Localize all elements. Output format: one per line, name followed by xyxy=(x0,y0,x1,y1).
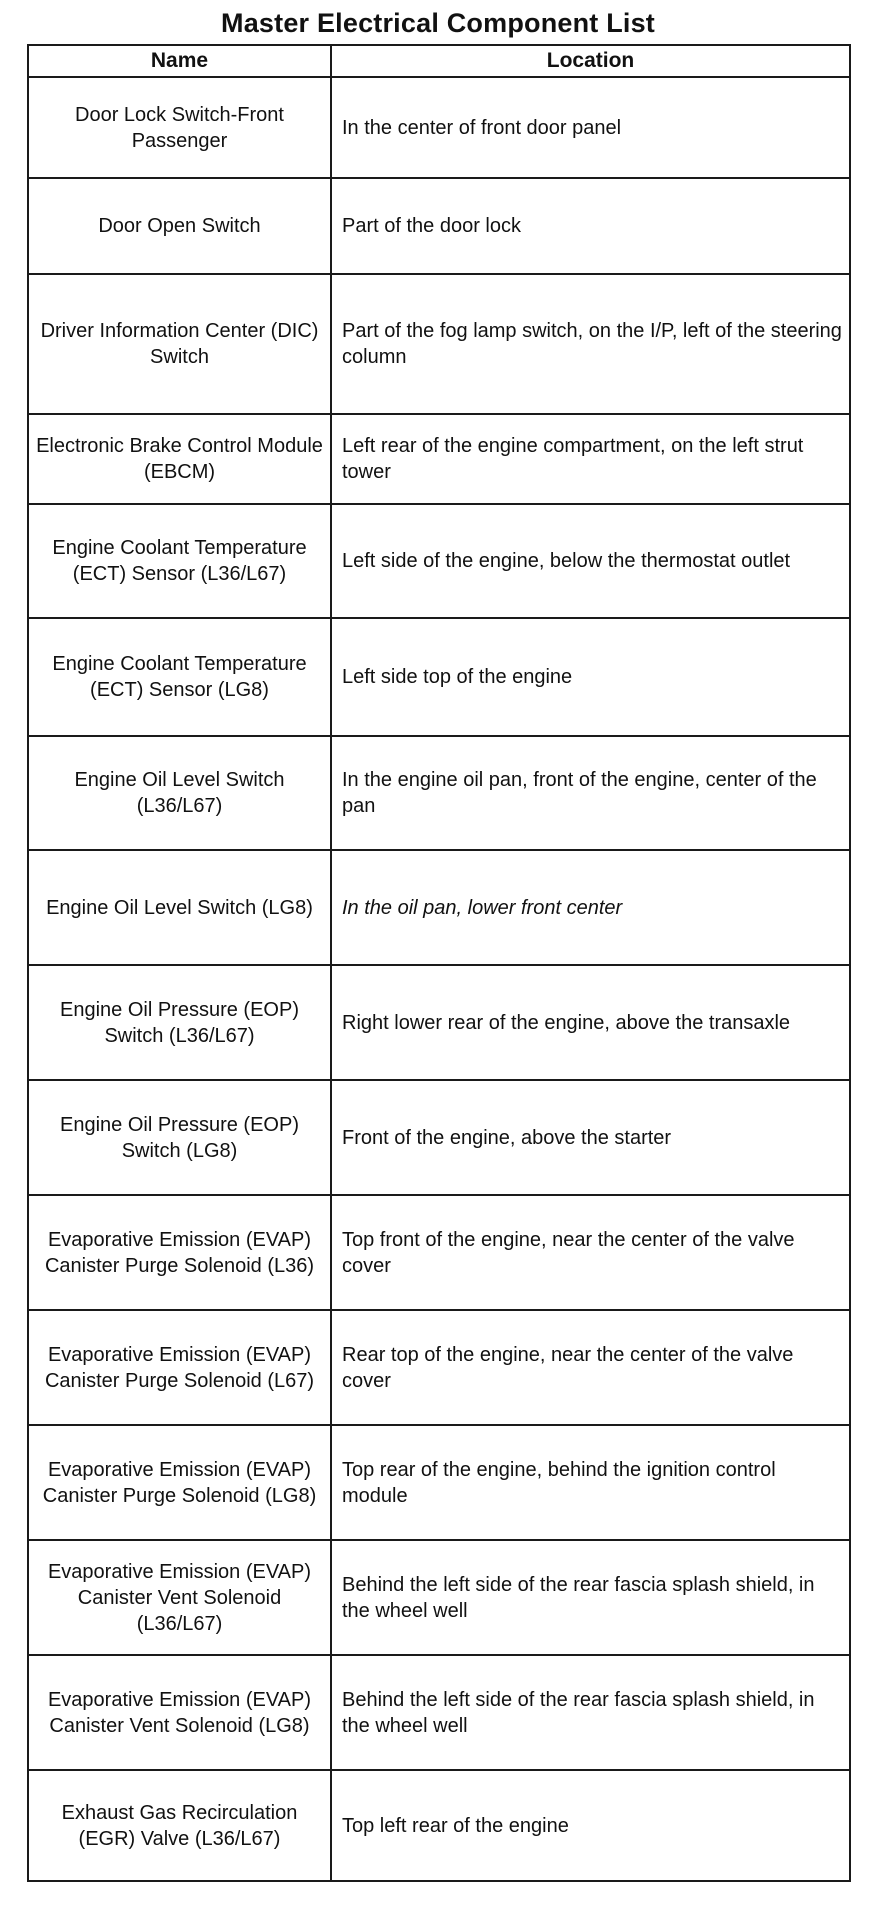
table-header-row xyxy=(28,45,850,77)
component-location: Front of the engine, above the starter xyxy=(331,1080,850,1195)
component-name: Engine Coolant Temperature (ECT) Sensor (LG8) xyxy=(28,618,331,736)
component-location: Left side top of the engine xyxy=(331,618,850,736)
component-location: Behind the left side of the rear fascia splash shield, in the wheel well xyxy=(331,1540,850,1655)
table-row xyxy=(28,850,850,965)
table-row xyxy=(28,1310,850,1425)
component-name: Evaporative Emission (EVAP) Canister Vent Solenoid (L36/L67) xyxy=(28,1540,331,1655)
component-name: Door Lock Switch-Front Passenger xyxy=(28,77,331,178)
table-row xyxy=(28,736,850,850)
table-row xyxy=(28,504,850,618)
table-row xyxy=(28,414,850,504)
component-table xyxy=(27,44,851,1882)
table-row xyxy=(28,178,850,274)
component-name: Evaporative Emission (EVAP) Canister Purge Solenoid (LG8) xyxy=(28,1425,331,1540)
component-location: Left side of the engine, below the thermostat outlet xyxy=(331,504,850,618)
component-name: Evaporative Emission (EVAP) Canister Purge Solenoid (L67) xyxy=(28,1310,331,1425)
column-header-name: Name xyxy=(28,45,331,77)
component-location: Top front of the engine, near the center of the valve cover xyxy=(331,1195,850,1310)
table-row xyxy=(28,965,850,1080)
component-name: Door Open Switch xyxy=(28,178,331,274)
component-name: Engine Oil Level Switch (LG8) xyxy=(28,850,331,965)
component-location: Rear top of the engine, near the center of the valve cover xyxy=(331,1310,850,1425)
component-name: Engine Oil Pressure (EOP) Switch (LG8) xyxy=(28,1080,331,1195)
component-location: In the center of front door panel xyxy=(331,77,850,178)
table-row xyxy=(28,77,850,178)
component-location: Part of the door lock xyxy=(331,178,850,274)
component-name: Driver Information Center (DIC) Switch xyxy=(28,274,331,414)
table-row xyxy=(28,1540,850,1655)
table-row xyxy=(28,1655,850,1770)
component-location: In the oil pan, lower front center xyxy=(331,850,850,965)
component-name: Evaporative Emission (EVAP) Canister Vent Solenoid (LG8) xyxy=(28,1655,331,1770)
component-location: Part of the fog lamp switch, on the I/P, left of the steering column xyxy=(331,274,850,414)
component-location: Top rear of the engine, behind the ignition control module xyxy=(331,1425,850,1540)
component-name: Engine Coolant Temperature (ECT) Sensor (L36/L67) xyxy=(28,504,331,618)
component-name: Exhaust Gas Recirculation (EGR) Valve (L36/L67) xyxy=(28,1770,331,1881)
table-row xyxy=(28,618,850,736)
component-name: Evaporative Emission (EVAP) Canister Purge Solenoid (L36) xyxy=(28,1195,331,1310)
component-name: Engine Oil Level Switch (L36/L67) xyxy=(28,736,331,850)
table-row xyxy=(28,1425,850,1540)
table-row xyxy=(28,274,850,414)
table-row xyxy=(28,1770,850,1881)
component-location: Top left rear of the engine xyxy=(331,1770,850,1881)
table-row xyxy=(28,1195,850,1310)
table-row xyxy=(28,1080,850,1195)
component-name: Electronic Brake Control Module (EBCM) xyxy=(28,414,331,504)
component-location: Behind the left side of the rear fascia splash shield, in the wheel well xyxy=(331,1655,850,1770)
component-location: Right lower rear of the engine, above the transaxle xyxy=(331,965,850,1080)
component-location: In the engine oil pan, front of the engine, center of the pan xyxy=(331,736,850,850)
page-title: Master Electrical Component List xyxy=(221,8,655,38)
component-name: Engine Oil Pressure (EOP) Switch (L36/L67) xyxy=(28,965,331,1080)
component-location: Left rear of the engine compartment, on the left strut tower xyxy=(331,414,850,504)
column-header-location: Location xyxy=(331,45,850,77)
